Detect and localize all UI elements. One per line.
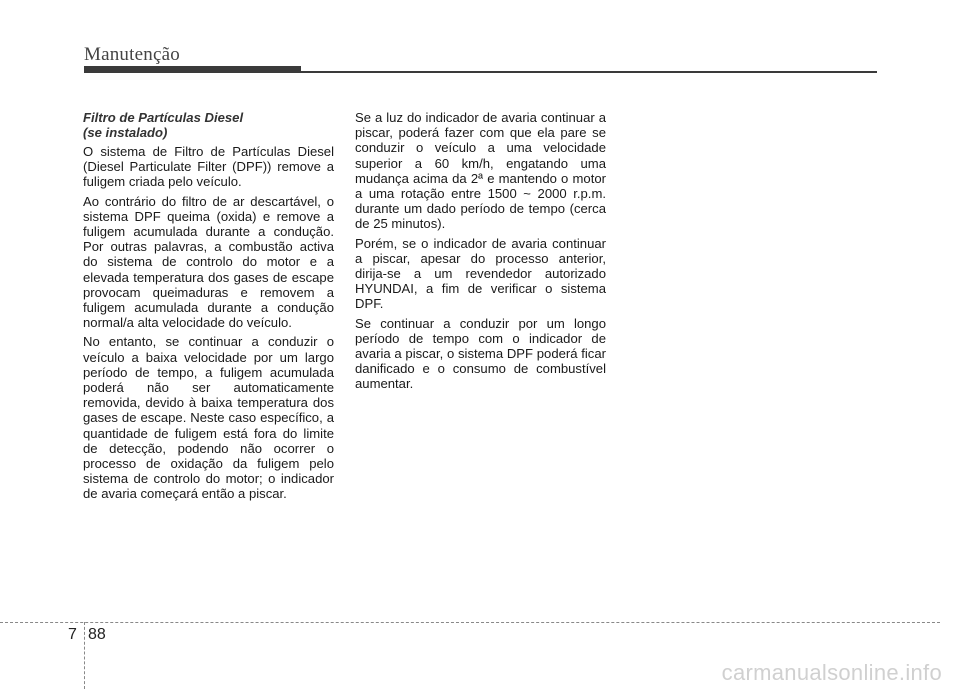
chapter-number: 7 bbox=[68, 626, 77, 643]
section-title-line2: (se instalado) bbox=[83, 125, 168, 140]
paragraph: Se continuar a conduzir por um longo período de tempo com o indicador de avaria a piscar, o sistema DPF poderá ficar danificado e o consumo de combustível aumentar. bbox=[355, 315, 606, 392]
header-rule-thin bbox=[300, 71, 877, 73]
paragraph: Se a luz do indicador de avaria continuar a piscar, poderá fazer com que ela pare se conduzir o veículo a uma velocidade superior a 60 km/h, engatando uma mudança acima da 2ª e mantendo o motor a uma rotação entre 1500 ~ 2000 r.p.m. durante um dado período de tempo (cerca de 25 minutos). bbox=[355, 110, 606, 232]
header-rule-thick bbox=[84, 66, 301, 73]
watermark: carmanualsonline.info bbox=[721, 660, 942, 685]
footer-divider bbox=[0, 622, 940, 623]
paragraph: O sistema de Filtro de Partículas Diesel (Diesel Particulate Filter (DPF)) remove a fuligem criada pelo veículo. bbox=[83, 144, 334, 190]
left-column bbox=[83, 110, 334, 506]
footer-vertical-divider bbox=[84, 622, 85, 689]
paragraph: Porém, se o indicador de avaria continuar a piscar, apesar do processo anterior, dirija-se a um revendedor autorizado HYUNDAI, a fim de verificar o sistema DPF. bbox=[355, 235, 606, 312]
right-column bbox=[355, 110, 606, 396]
page-number: 88 bbox=[88, 626, 106, 643]
paragraph: No entanto, se continuar a conduzir o veículo a baixa velocidade por um largo período de tempo, a fuligem acumulada poderá não ser automaticamente removida, devido à baixa temperatura dos gases de escape. Neste caso específico, a quantidade de fuligem está fora do limite de detecção, podendo não ocorrer o processo de oxidação da fuligem pelo sistema de controlo do motor; o indicador de avaria começará então a piscar. bbox=[83, 334, 334, 502]
section-title-line1: Filtro de Partículas Diesel bbox=[83, 110, 244, 125]
paragraph: Ao contrário do filtro de ar descartável, o sistema DPF queima (oxida) e remove a fuligem acumulada durante a condução. Por outras palavras, a combustão activa do sistema de controlo do motor e a elevada temperatura dos gases de escape provocam queimaduras e removem a fuligem acumulada durante a condução normal/a alta velocidade do veículo. bbox=[83, 193, 334, 331]
page-title: Manutenção bbox=[84, 44, 180, 65]
section-title bbox=[83, 110, 334, 140]
